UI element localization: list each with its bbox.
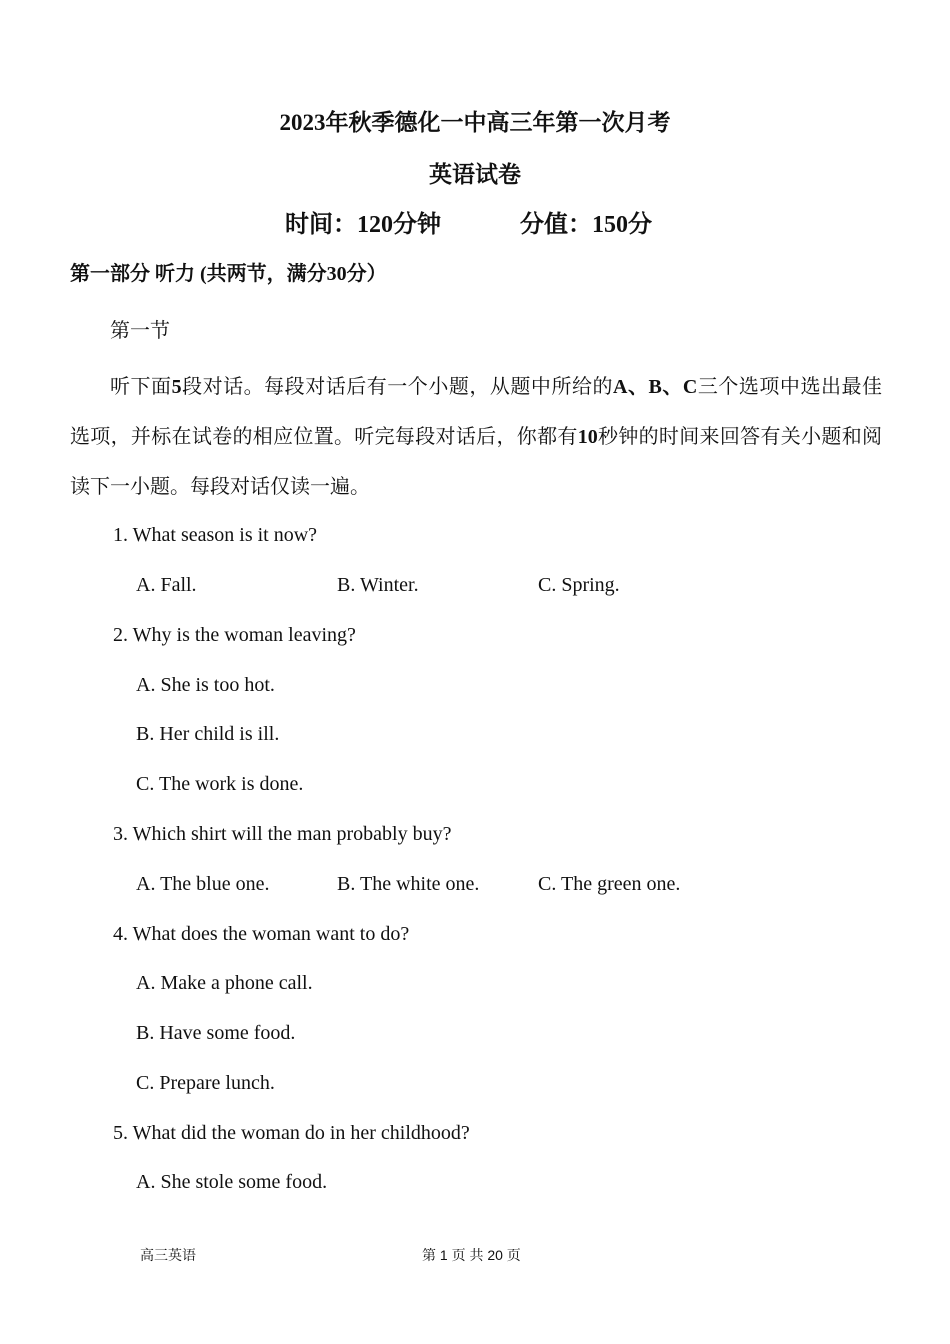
exam-subtitle: 英语试卷: [429, 162, 521, 187]
q3-option-c: C. The green one.: [538, 873, 681, 895]
exam-score: 分值：150分: [520, 212, 652, 238]
q1-option-b: B. Winter.: [337, 574, 419, 596]
footer-subject: 高三英语: [140, 1247, 196, 1263]
instr-text-2: 段对话。每段对话后有一个小题，从题中所给的: [181, 376, 614, 398]
instr-text-3: 三个选项中选出最佳选项，并标在试卷的相应位置。听完每段对话后，你都有: [70, 376, 883, 448]
q2-option-c: C. The work is done.: [136, 773, 304, 795]
q5-option-a: A. She stole some food.: [136, 1171, 328, 1193]
q3-option-a: A. The blue one.: [136, 873, 270, 895]
exam-time: 时间：120分钟: [285, 212, 441, 238]
q1-option-a: A. Fall.: [136, 574, 197, 596]
q2-option-a: A. She is too hot.: [136, 674, 275, 696]
question-3: 3. Which shirt will the man probably buy?: [113, 823, 452, 845]
q4-option-b: B. Have some food.: [136, 1022, 296, 1044]
q4-option-c: C. Prepare lunch.: [136, 1072, 275, 1094]
question-5: 5. What did the woman do in her childhood?: [113, 1122, 470, 1144]
footer-page-number: 第 1 页 共 20 页: [422, 1247, 521, 1263]
instr-text-4: 秒钟的时间来回答有关小题和阅读下一小题。每段对话仅读一遍。: [70, 426, 883, 498]
q2-option-b: B. Her child is ill.: [136, 723, 280, 745]
instr-number-5: 5: [171, 376, 182, 398]
question-2: 2. Why is the woman leaving?: [113, 624, 356, 646]
instr-options-abc: A、B、C: [613, 376, 698, 398]
q4-option-a: A. Make a phone call.: [136, 972, 313, 994]
q3-option-b: B. The white one.: [337, 873, 480, 895]
question-4: 4. What does the woman want to do?: [113, 923, 410, 945]
instructions-paragraph: [70, 362, 882, 512]
part-heading: 第一部分 听力 (共两节，满分30分）: [70, 263, 387, 285]
instr-number-10: 10: [577, 426, 598, 448]
instr-text-1: 听下面: [110, 376, 172, 398]
q1-option-c: C. Spring.: [538, 574, 620, 596]
question-1: 1. What season is it now?: [113, 524, 318, 546]
exam-title: 2023年秋季德化一中高三年第一次月考: [279, 110, 671, 135]
section-heading: 第一节: [110, 320, 170, 342]
